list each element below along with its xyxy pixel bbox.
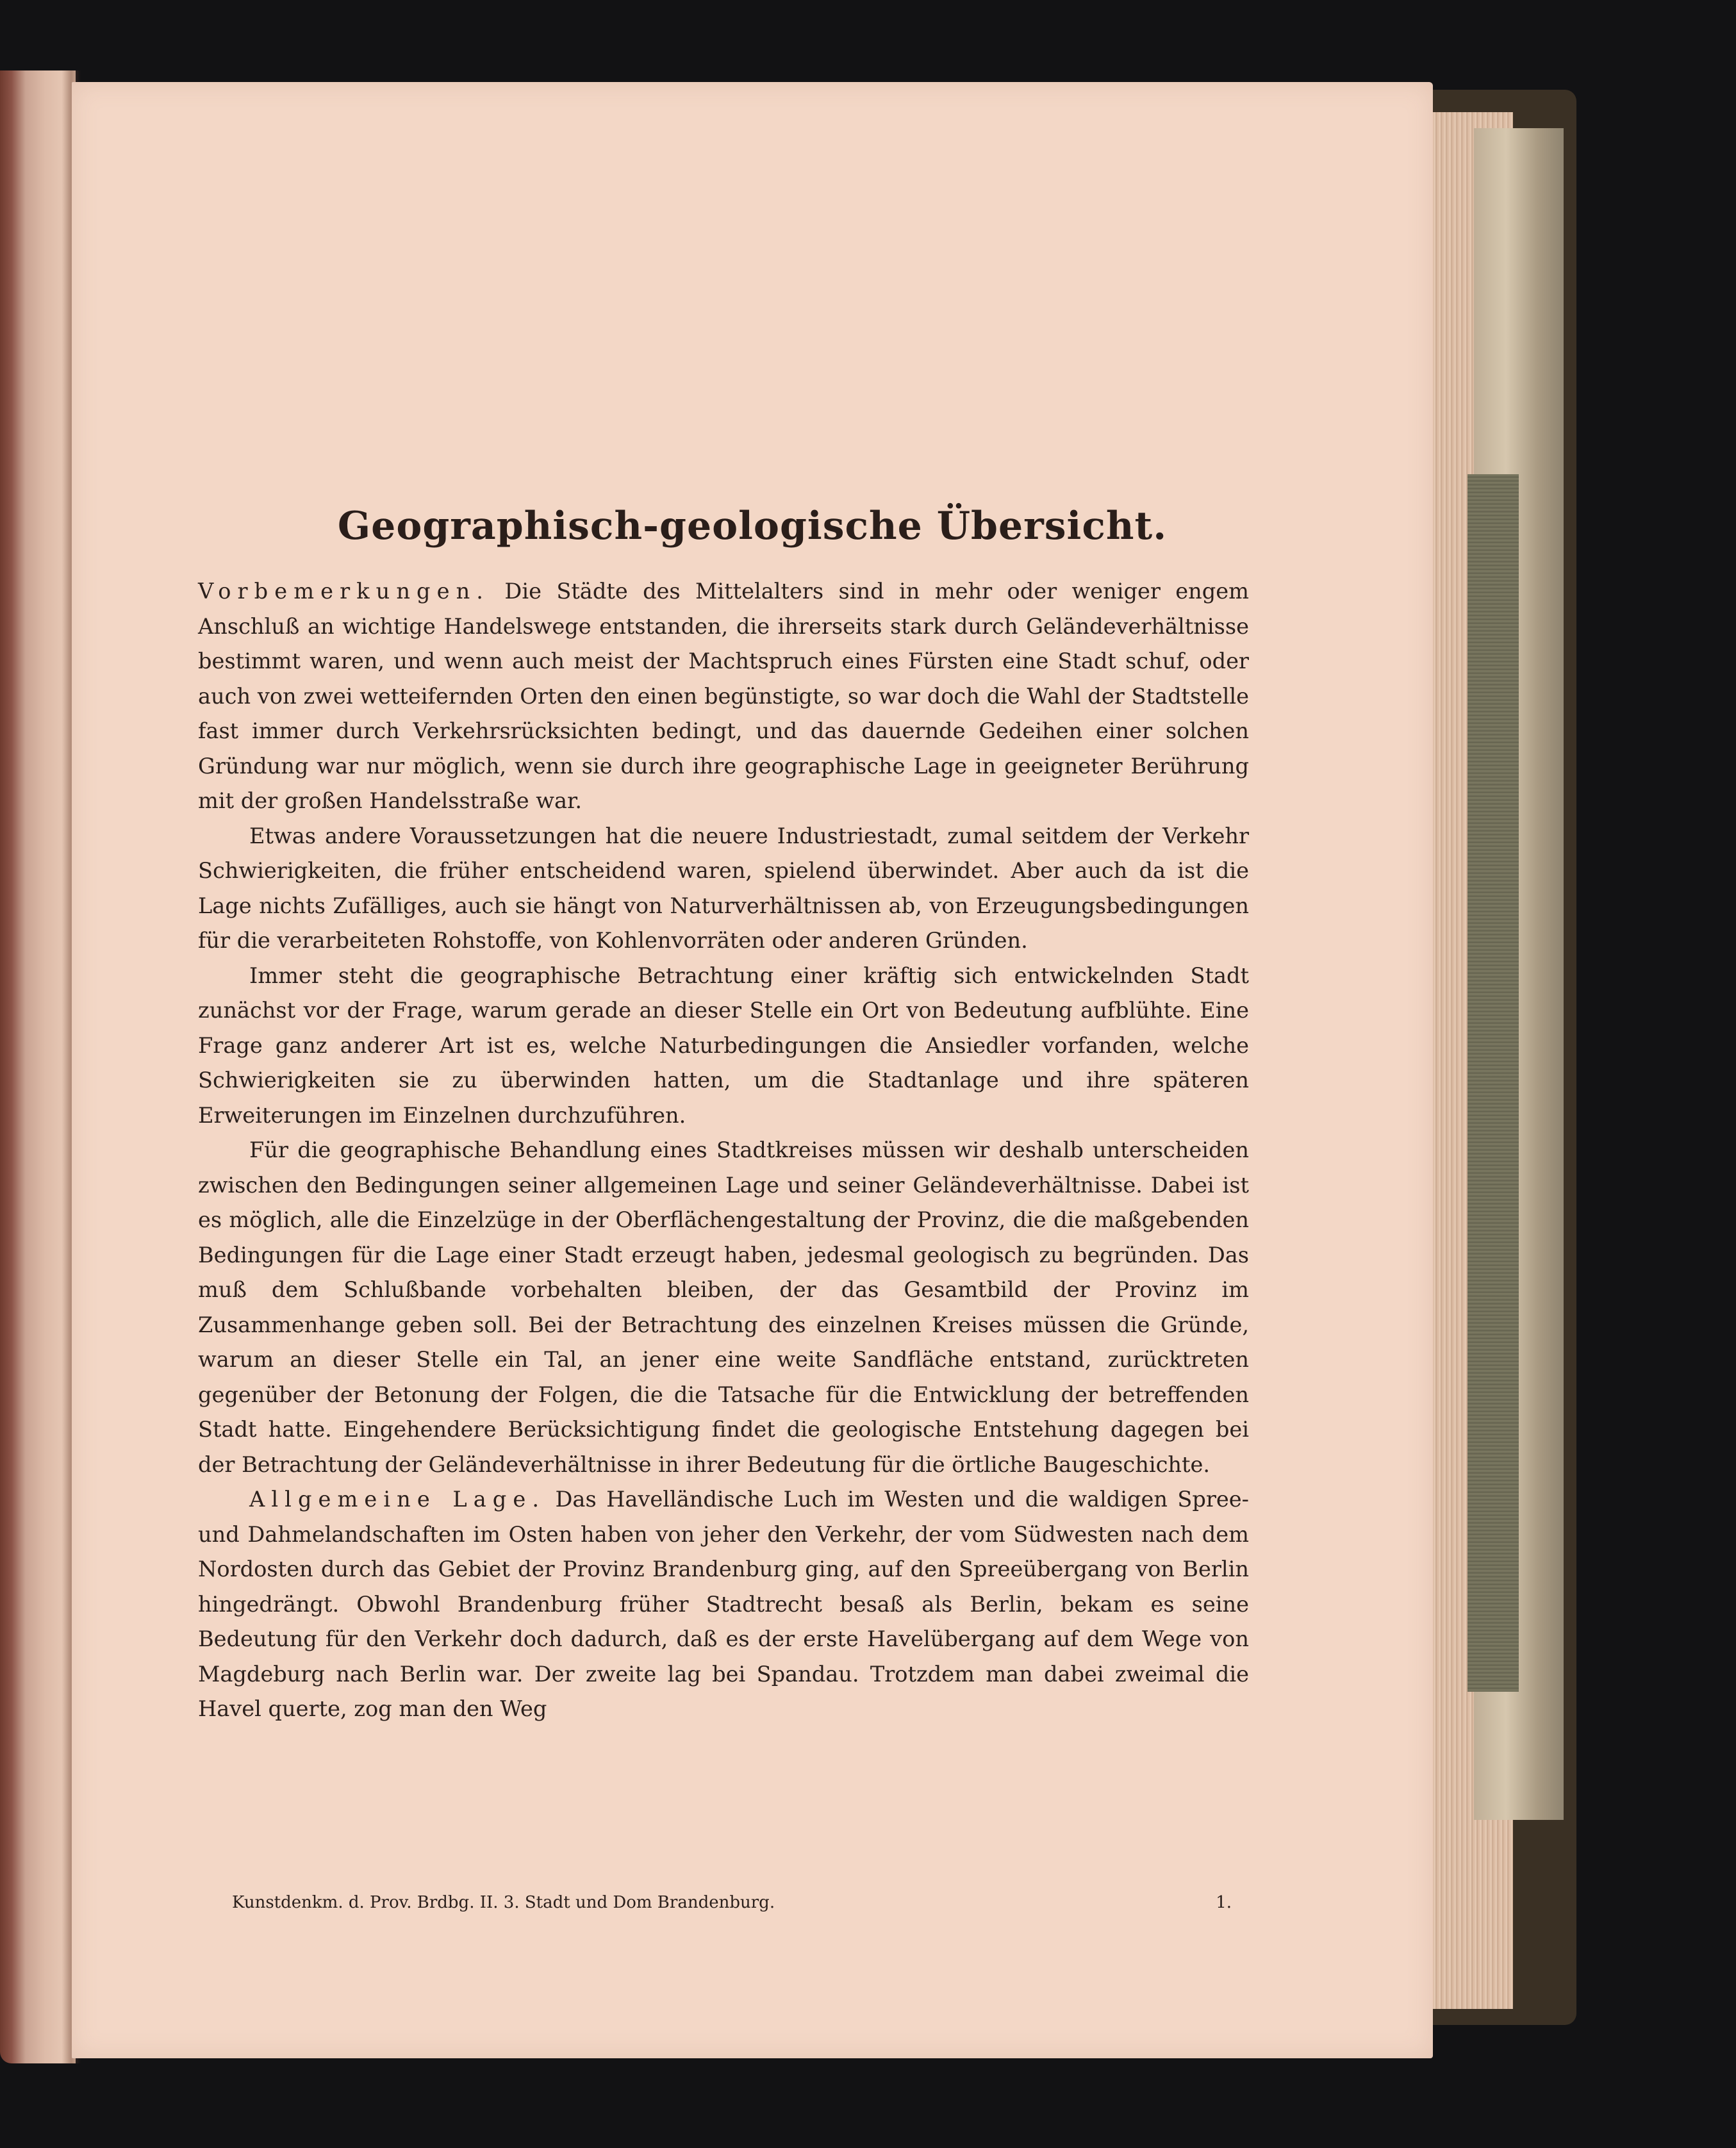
page-footer — [232, 1893, 1232, 1912]
paragraph-text: Die Städte des Mittelalters sind in mehr oder weniger engem Anschluß an wichtige Handelswege entstanden, die ihrerseits stark durch Geländeverhältnisse bestimmt waren, und wenn auch meist der Machtspruch eines Fürsten eine Stadt schuf, oder auch von zwei wetteifernden Orten den einen begünstigte, so war doch die Wahl der Stadtstelle fast immer durch Verkehrsrücksichten bedingt, und das dauernde Gedeihen einer solchen Gründung war nur möglich, wenn sie durch ihre geographische Lage in geeigneter Berührung mit der großen Handelsstraße war. — [198, 579, 1249, 813]
signature-mark: 1. — [1216, 1893, 1232, 1912]
paragraph — [198, 1133, 1249, 1482]
page-title: Geographisch-geologische Übersicht. — [337, 504, 1168, 549]
paragraph-text: Das Havelländische Luch im Westen und die waldigen Spree- und Dahmelandschaften im Osten haben von jeher den Verkehr, der vom Südwesten nach dem Nordosten durch das Gebiet der Provinz Brandenburg ging, auf den Spreeübergang von Berlin hingedrängt. Obwohl Brandenburg früher Stadtrecht besaß als Berlin, bekam es seine Bedeutung für den Verkehr doch dadurch, daß es der erste Havelübergang auf dem Wege von Magdeburg nach Berlin war. Der zweite lag bei Spandau. Trotzdem man dabei zweimal die Havel querte, zog man den Weg — [198, 1487, 1249, 1721]
section-lead: Vorbemerkungen. — [198, 579, 490, 604]
body-text — [198, 574, 1249, 1727]
book-page — [72, 82, 1433, 2058]
paragraph — [198, 959, 1249, 1134]
paragraph-text: Immer steht die geographische Betrachtung einer kräftig sich entwickelnden Stadt zunächst vor der Frage, warum gerade an dieser Stelle ein Ort von Bedeutung aufblühte. Eine Frage ganz anderer Art ist es, welche Naturbedingungen die Ansiedler vorfanden, welche Schwierigkeiten sie zu überwinden hatten, um die Stadtanlage und ihre späteren Erweiterungen im Einzelnen durchzuführen. — [198, 962, 1249, 1128]
paragraph-allgemeine-lage — [198, 1482, 1249, 1727]
section-lead: Allgemeine Lage. — [249, 1487, 546, 1512]
footer-reference: Kunstdenkm. d. Prov. Brdbg. II. 3. Stadt und Dom Brandenburg. — [232, 1893, 775, 1912]
spine-cloth — [1467, 474, 1519, 1692]
paragraph-vorbemerkungen — [198, 574, 1249, 819]
paragraph-text: Etwas andere Voraussetzungen hat die neuere Industriestadt, zumal seitdem der Verkehr Schwierigkeiten, die früher entscheidend waren, spielend überwindet. Aber auch da ist die Lage nichts Zufälliges, auch sie hängt von Naturverhältnissen ab, von Erzeugungsbedingungen für die verarbeiteten Rohstoffe, von Kohlenvorräten oder anderen Gründen. — [198, 823, 1249, 953]
paragraph — [198, 819, 1249, 959]
paragraph-text: Für die geographische Behandlung eines Stadtkreises müssen wir deshalb unterscheiden zwischen den Bedingungen seiner allgemeinen Lage und seiner Geländeverhältnisse. Dabei ist es möglich, alle die Einzelzüge in der Oberflächengestaltung der Provinz, die die maßgebenden Bedingungen für die Lage einer Stadt erzeugt haben, jedesmal geologisch zu begründen. Das muß dem Schlußbande vorbehalten bleiben, der das Gesamtbild der Provinz im Zusammenhange geben soll. Bei der Betrachtung des einzelnen Kreises müssen die Gründe, warum an dieser Stelle ein Tal, an jener eine weite Sandfläche entstand, zurücktreten gegenüber der Betonung der Folgen, die die Tatsache für die Entwicklung der betreffenden Stadt hatte. Eingehendere Berücksichtigung findet die geologische Entstehung dagegen bei der Betrachtung der Geländeverhältnisse in ihrer Bedeutung für die örtliche Baugeschichte. — [198, 1137, 1249, 1477]
